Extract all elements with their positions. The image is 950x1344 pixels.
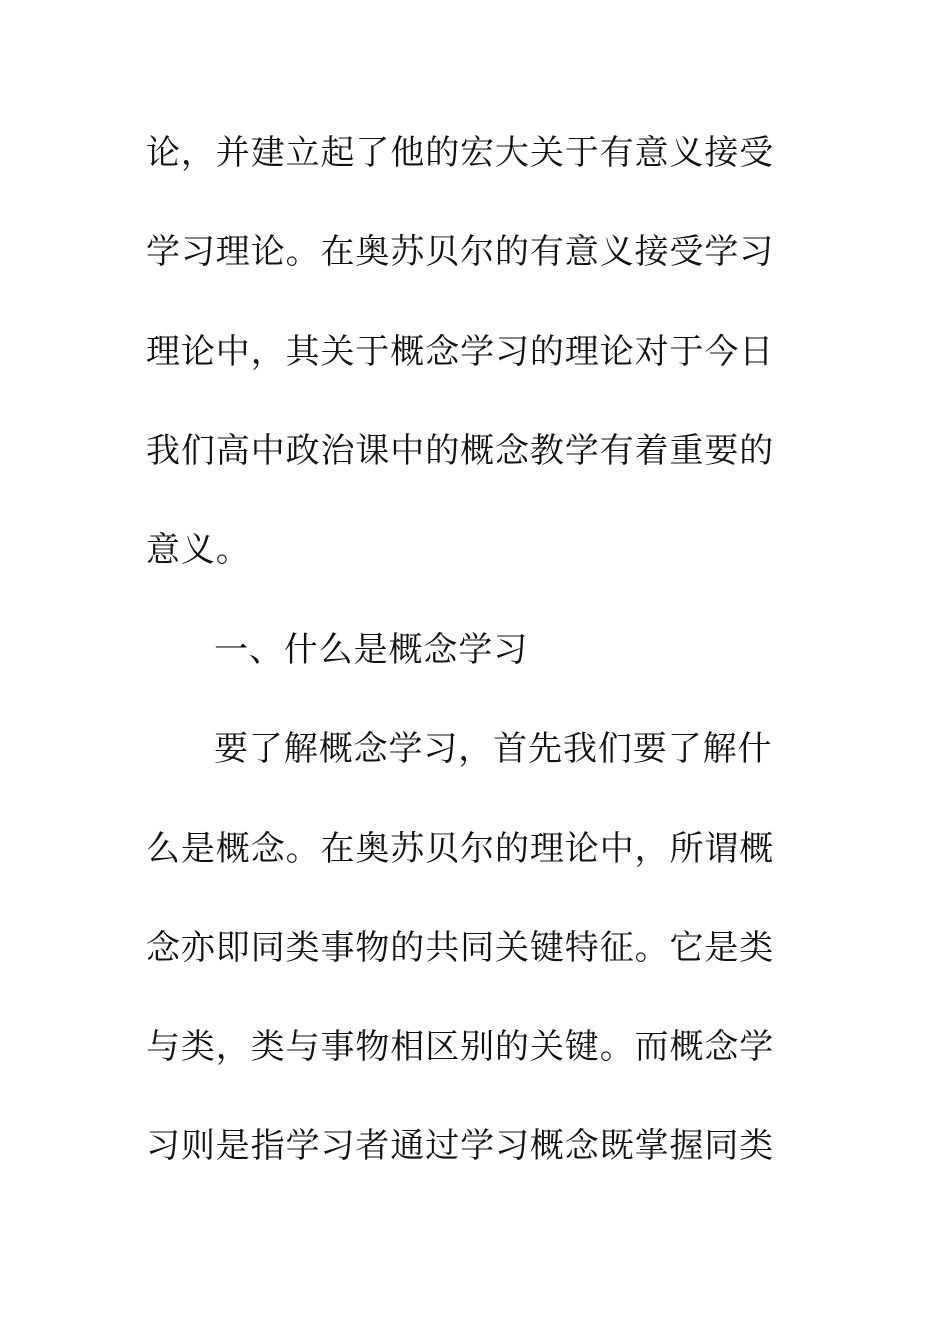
paragraph-2-line-3: 念亦即同类事物的共同关键特征。它是类 (146, 928, 775, 968)
paragraph-2-line-4: 与类，类与事物相区别的关键。而概念学 (146, 1027, 775, 1067)
paragraph-2-line-1: 要了解概念学习，首先我们要了解什 (214, 729, 773, 769)
paragraph-1-line-3: 理论中，其关于概念学习的理论对于今日 (146, 332, 775, 372)
paragraph-2-line-2: 么是概念。在奥苏贝尔的理论中，所谓概 (146, 829, 775, 869)
paragraph-2-line-5: 习则是指学习者通过学习概念既掌握同类 (146, 1126, 775, 1166)
section-heading: 一、什么是概念学习 (214, 630, 529, 670)
paragraph-1-line-4: 我们高中政治课中的概念教学有着重要的 (146, 431, 775, 471)
paragraph-1-line-5: 意义。 (146, 530, 251, 570)
paragraph-1-line-1: 论，并建立起了他的宏大关于有意义接受 (146, 133, 775, 173)
paragraph-1-line-2: 学习理论。在奥苏贝尔的有意义接受学习 (146, 232, 775, 272)
